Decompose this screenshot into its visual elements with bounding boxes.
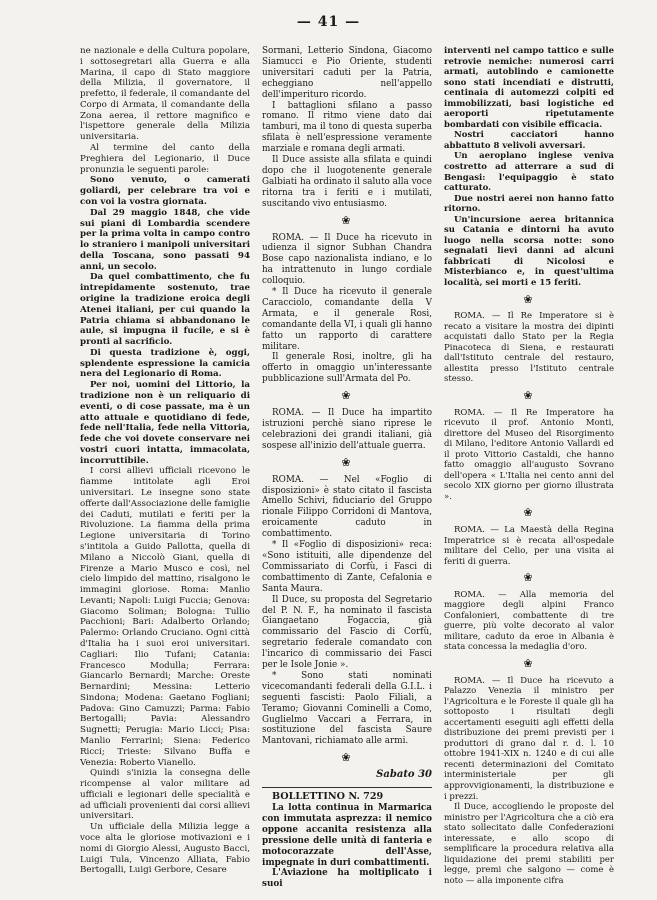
section-separator: ❀: [523, 292, 535, 306]
paragraph: Sono venuto, o camerati goliardi, per celebrare tra voi e con voi la vostra giornata.: [80, 175, 250, 207]
paragraph: Il Duce, su proposta del Segretario del P. N. F., ha nominato il fascista Giangaetano Fogaccia, già commissario del Fascio di Corfù, segretario federale comandato con l'incarico di commissario dei Fasci per le Isole Jonie ».: [262, 594, 432, 671]
paragraph: Il Duce assiste alla sfilata e quindi dopo che il luogotenente generale Galbiati ha ordinato il saluto alla voce ritorna tra i feriti e i mutilati, suscitando vivo entusiasmo.: [262, 155, 432, 209]
paragraph: Quindi s'inizia la consegna delle ricompense al valor militare ad ufficiali e legionari delle specialità e ad ufficiali provenienti dai corsi allievi universitari.: [80, 768, 250, 822]
section-separator: ❀: [523, 656, 535, 670]
col3-section-bulletin-cont: [444, 46, 614, 289]
date-heading: Sabato 30: [376, 769, 432, 781]
paragraph: Un ufficiale della Milizia legge a voce alta le gloriose motivazioni e i nomi di Giorgio Alessi, Augusto Bacci, Luigi Tula, Vincenzo Alliata, Fabio Bertogalli, Luigi Gerbore, Cesare: [80, 822, 250, 876]
paragraph: Al termine del canto della Preghiera del Legionario, il Duce pronunzia le seguenti parole:: [80, 143, 250, 175]
paragraph: * Il «Foglio di disposizioni» reca: «Sono istituiti, alle dipendenze del Commissariato di Corfù, i Fasci di combattimento di Zante, Cefalonia e Santa Maura.: [262, 540, 432, 594]
paragraph: Da quel combattimento, che fu intrepidamente sostenuto, trae origine la tradizione eroica degli Atenei italiani, per cui quando la Patria chiama si abbandonano le aule, si impugna il fucile, e si è pronti al sacrificio.: [80, 272, 250, 348]
page-number: — 41 —: [296, 14, 361, 30]
paragraph: ROMA. — La Maestà della Regina Imperatrice si è recata all'ospedale militare del Celio, per una visita ai feriti di guerra.: [444, 524, 614, 567]
divider: [262, 787, 432, 788]
section-separator: ❀: [523, 506, 535, 520]
column-middle: [262, 46, 432, 890]
col2-section-dispositions: [262, 475, 432, 748]
paragraph: ROMA. — Il Duce ha ricevuto in udienza il signor Subhan Chandra Bose capo nazionalista indiano, e lo ha intrattenuto in lungo cordiale colloquio.: [262, 232, 432, 287]
col1-body: [80, 46, 250, 876]
paragraph: ROMA. — Alla memoria del maggiore degli alpini Franco Confalonieri, combattente di tre guerre, più volte decorato al valor militare, caduto da eroe in Albania è stata concessa la medaglia d'oro.: [444, 589, 614, 653]
paragraph: Un'incursione aerea britannica su Catania e dintorni ha avuto luogo nella scorsa notte: sono segnalati lievi danni ad alcuni fabbricati di Nicolosi e Misterbianco e, in quest'ultima località, sei morti e 15 feriti.: [444, 214, 614, 289]
paragraph: L'Aviazione ha moltiplicato i suoi: [262, 868, 432, 890]
paragraph: I corsi allievi ufficiali ricevono le fiamme intitolate agli Eroi universitari. Le insegne sono state offerte dall'Associazione delle famiglie dei Caduti, mutilati e feriti per la Rivoluzione. La fiamma della prima Legione universitaria di Torino s'intitola a Guido Pallotta, quella di Milano a Niccolò Giani, quella di Firenze a Mario Musco e così, nel cielo limpido del mattino, risalgono le immagini gloriose. Roma: Manlio Levanti; Napoli: Luigi Fuccia; Genova: Giacomo Soliman; Bologna: Tullio Pacchioni; Bari: Adalberto Orlando; Palermo: Orlando Cruciano. Ogni città d'Italia ha i suoi eroi universitari. Cagliari: Ilio Tufani; Catania: Francesco Modulla; Ferrara: Giancarlo Bernardi; Marche: Oreste Bernardini; Messina: Letterio Sindona; Modena: Gaetano Fogliani; Padova: Gino Camuzzi; Parma: Fabio Bertogalli; Pavia: Alessandro Sugnetti; Perugia: Mario Licci; Pisa: Manlio Ferrarini; Siena: Federico Ricci; Trieste: Silvano Buffa e Venezia: Roberto Vianello.: [80, 466, 250, 768]
section-separator: ❀: [341, 455, 353, 469]
paragraph: * Sono stati nominati vicecomandanti federali della G.I.L. i seguenti fascisti: Paolo Filiali, a Teramo; Giovanni Cominelli a Como, Guglielmo Vaccari a Ferrara, in sostituzione del fascista Saure Mantovani, richiamato alle armi.: [262, 670, 432, 747]
col2-section-celebrations: [262, 408, 432, 452]
paragraph: ROMA. — Il Re Imperatore ha ricevuto il prof. Antonio Monti, direttore del Museo del Risorgimento di Milano, l'editore Antonio Vallardi ed il proto Vittorio Castaldi, che hanno fatto omaggio all'augusto Sovrano dell'opera « L'Italia nei cento anni del secolo XIX giorno per giorno illustrata ».: [444, 407, 614, 502]
column-left: [80, 46, 250, 876]
section-separator: ❀: [523, 571, 535, 585]
paragraph: I battaglioni sfilano a passo romano. Il ritmo viene dato dai tamburi, ma il tono di questa superba sfilata è nell'espressione veramente marziale e romana degli armati.: [262, 100, 432, 155]
paragraph: Nostri cacciatori hanno abbattuto 8 velivoli avversari.: [444, 130, 614, 151]
paragraph: Per noi, uomini del Littorio, la tradizione non è un reliquario di eventi, o di cose passate, ma è un atto attuale e quotidiano di fede, fede nell'Italia, fede nella Vittoria, fede che voi dovete conservare nei vostri cuori intatta, immacolata, incorruttibile.: [80, 380, 250, 466]
paragraph: interventi nel campo tattico e sulle retrovie nemiche: numerosi carri armati, autoblindo e camionette sono stati incendiati e distrutti, centinaia di automezzi colpiti ed immobilizzati, basi logistiche ed aeroporti ripetutamente bombardati con visibile efficacia.: [444, 46, 614, 130]
col3-section-agriculture: [444, 676, 614, 887]
section-separator: ❀: [341, 389, 353, 403]
section-separator: ❀: [341, 751, 353, 765]
col3-section-king-visit: [444, 311, 614, 385]
section-separator: ❀: [523, 388, 535, 402]
paragraph: * Il Duce ha ricevuto il generale Caracciolo, comandante della V Armata, e il generale Rosi, comandante della VI, i quali gli hanno fatto un rapporto di carattere militare.: [262, 287, 432, 352]
col2-section-audience: [262, 233, 432, 386]
paragraph: La lotta continua in Marmarica con immutata asprezza: il nemico oppone accanita resistenza alla pressione delle unità di fanteria e motocorazzate dell'Asse, impegnate in duri combattimenti.: [262, 803, 432, 868]
paragraph: ROMA. — Il Duce ha impartito istruzioni perchè siano riprese le celebrazioni dei grandi italiani, già sospese all'inizio dell'attuale guerra.: [262, 408, 432, 451]
paragraph: Due nostri aerei non hanno fatto ritorno.: [444, 193, 614, 215]
paragraph: Un aeroplano inglese veniva costretto ad atterrare a sud di Bengasi: l'equipaggio è stato catturato.: [444, 151, 614, 194]
col2-section-ceremony: [262, 46, 432, 210]
paragraph: Di questa tradizione è, oggi, splendente espressione la camicia nera del Legionario di Roma.: [80, 347, 250, 380]
paragraph: ROMA. — Il Re Imperatore si è recato a visitare la mostra dei dipinti acquistati dallo Stato per la Regia Pinacoteca di Siena, e restaurati dall'Istituto centrale del restauro, allestita presso l'Istituto centrale stesso.: [444, 311, 614, 385]
col2-section-bulletin: [262, 803, 432, 890]
paragraph: Dal 29 maggio 1848, che vide sui piani di Lombardia scendere per la prima volta in campo contro lo straniero i manipoli universitari della Toscana, sono passati 94 anni, un secolo.: [80, 207, 250, 272]
paragraph: Sormani, Letterio Sindona, Giacomo Siamucci e Pio Oriente, studenti universitari caduti per la Patria, echeggiano nell'appello dell'imperituro ricordo.: [262, 46, 432, 100]
section-separator: ❀: [341, 213, 353, 227]
col3-section-medal: [444, 590, 614, 653]
paragraph: ne nazionale e della Cultura popolare, i sottosegretari alla Guerra e alla Marina, il capo di Stato maggiore della Milizia, il governatore, il prefetto, il federale, il comandante del Corpo di Armata, il comandante della Zona aerea, il rettore magnifico e l'ispettore generale della Milizia universitaria.: [80, 46, 250, 143]
paragraph: Il generale Rosi, inoltre, gli ha offerto in omaggio un'interessante pubblicazione sull'Armata del Po.: [262, 352, 432, 385]
col3-section-king-reception: [444, 408, 614, 503]
paragraph: Il Duce, accogliendo le proposte del ministro per l'Agricoltura che a ciò era stato sollecitato dalle Confederazioni interessate, e allo scopo di semplificare la procedura relativa alla liquidazione dei premi stabiliti per legge, premi che salgono — come è noto — alla imponente cifra: [444, 802, 614, 886]
column-right: [444, 46, 614, 886]
paragraph: ROMA. — Nel «Foglio di disposizioni» è stato citato il fascista Amello Schivi, fiduciario del Gruppo rionale Filippo Corridoni di Mantova, eroicamente caduto in combattimento.: [262, 474, 432, 540]
bulletin-title: BOLLETTINO N. 729: [272, 791, 384, 803]
paragraph: ROMA. — Il Duce ha ricevuto a Palazzo Venezia il ministro per l'Agricoltura e le Foreste il quale gli ha sottoposto i risultati degli accertamenti eseguiti agli effetti della distribuzione dei premi previsti per i produttori di grano dal r. d. l. 10 ottobre 1941-XIX n. 1240 e di cui alle recenti determinazioni del Comitato interministeriale per gli approvvigionamenti, la distribuzione e i prezzi.: [444, 675, 614, 802]
col3-section-queen: [444, 525, 614, 567]
